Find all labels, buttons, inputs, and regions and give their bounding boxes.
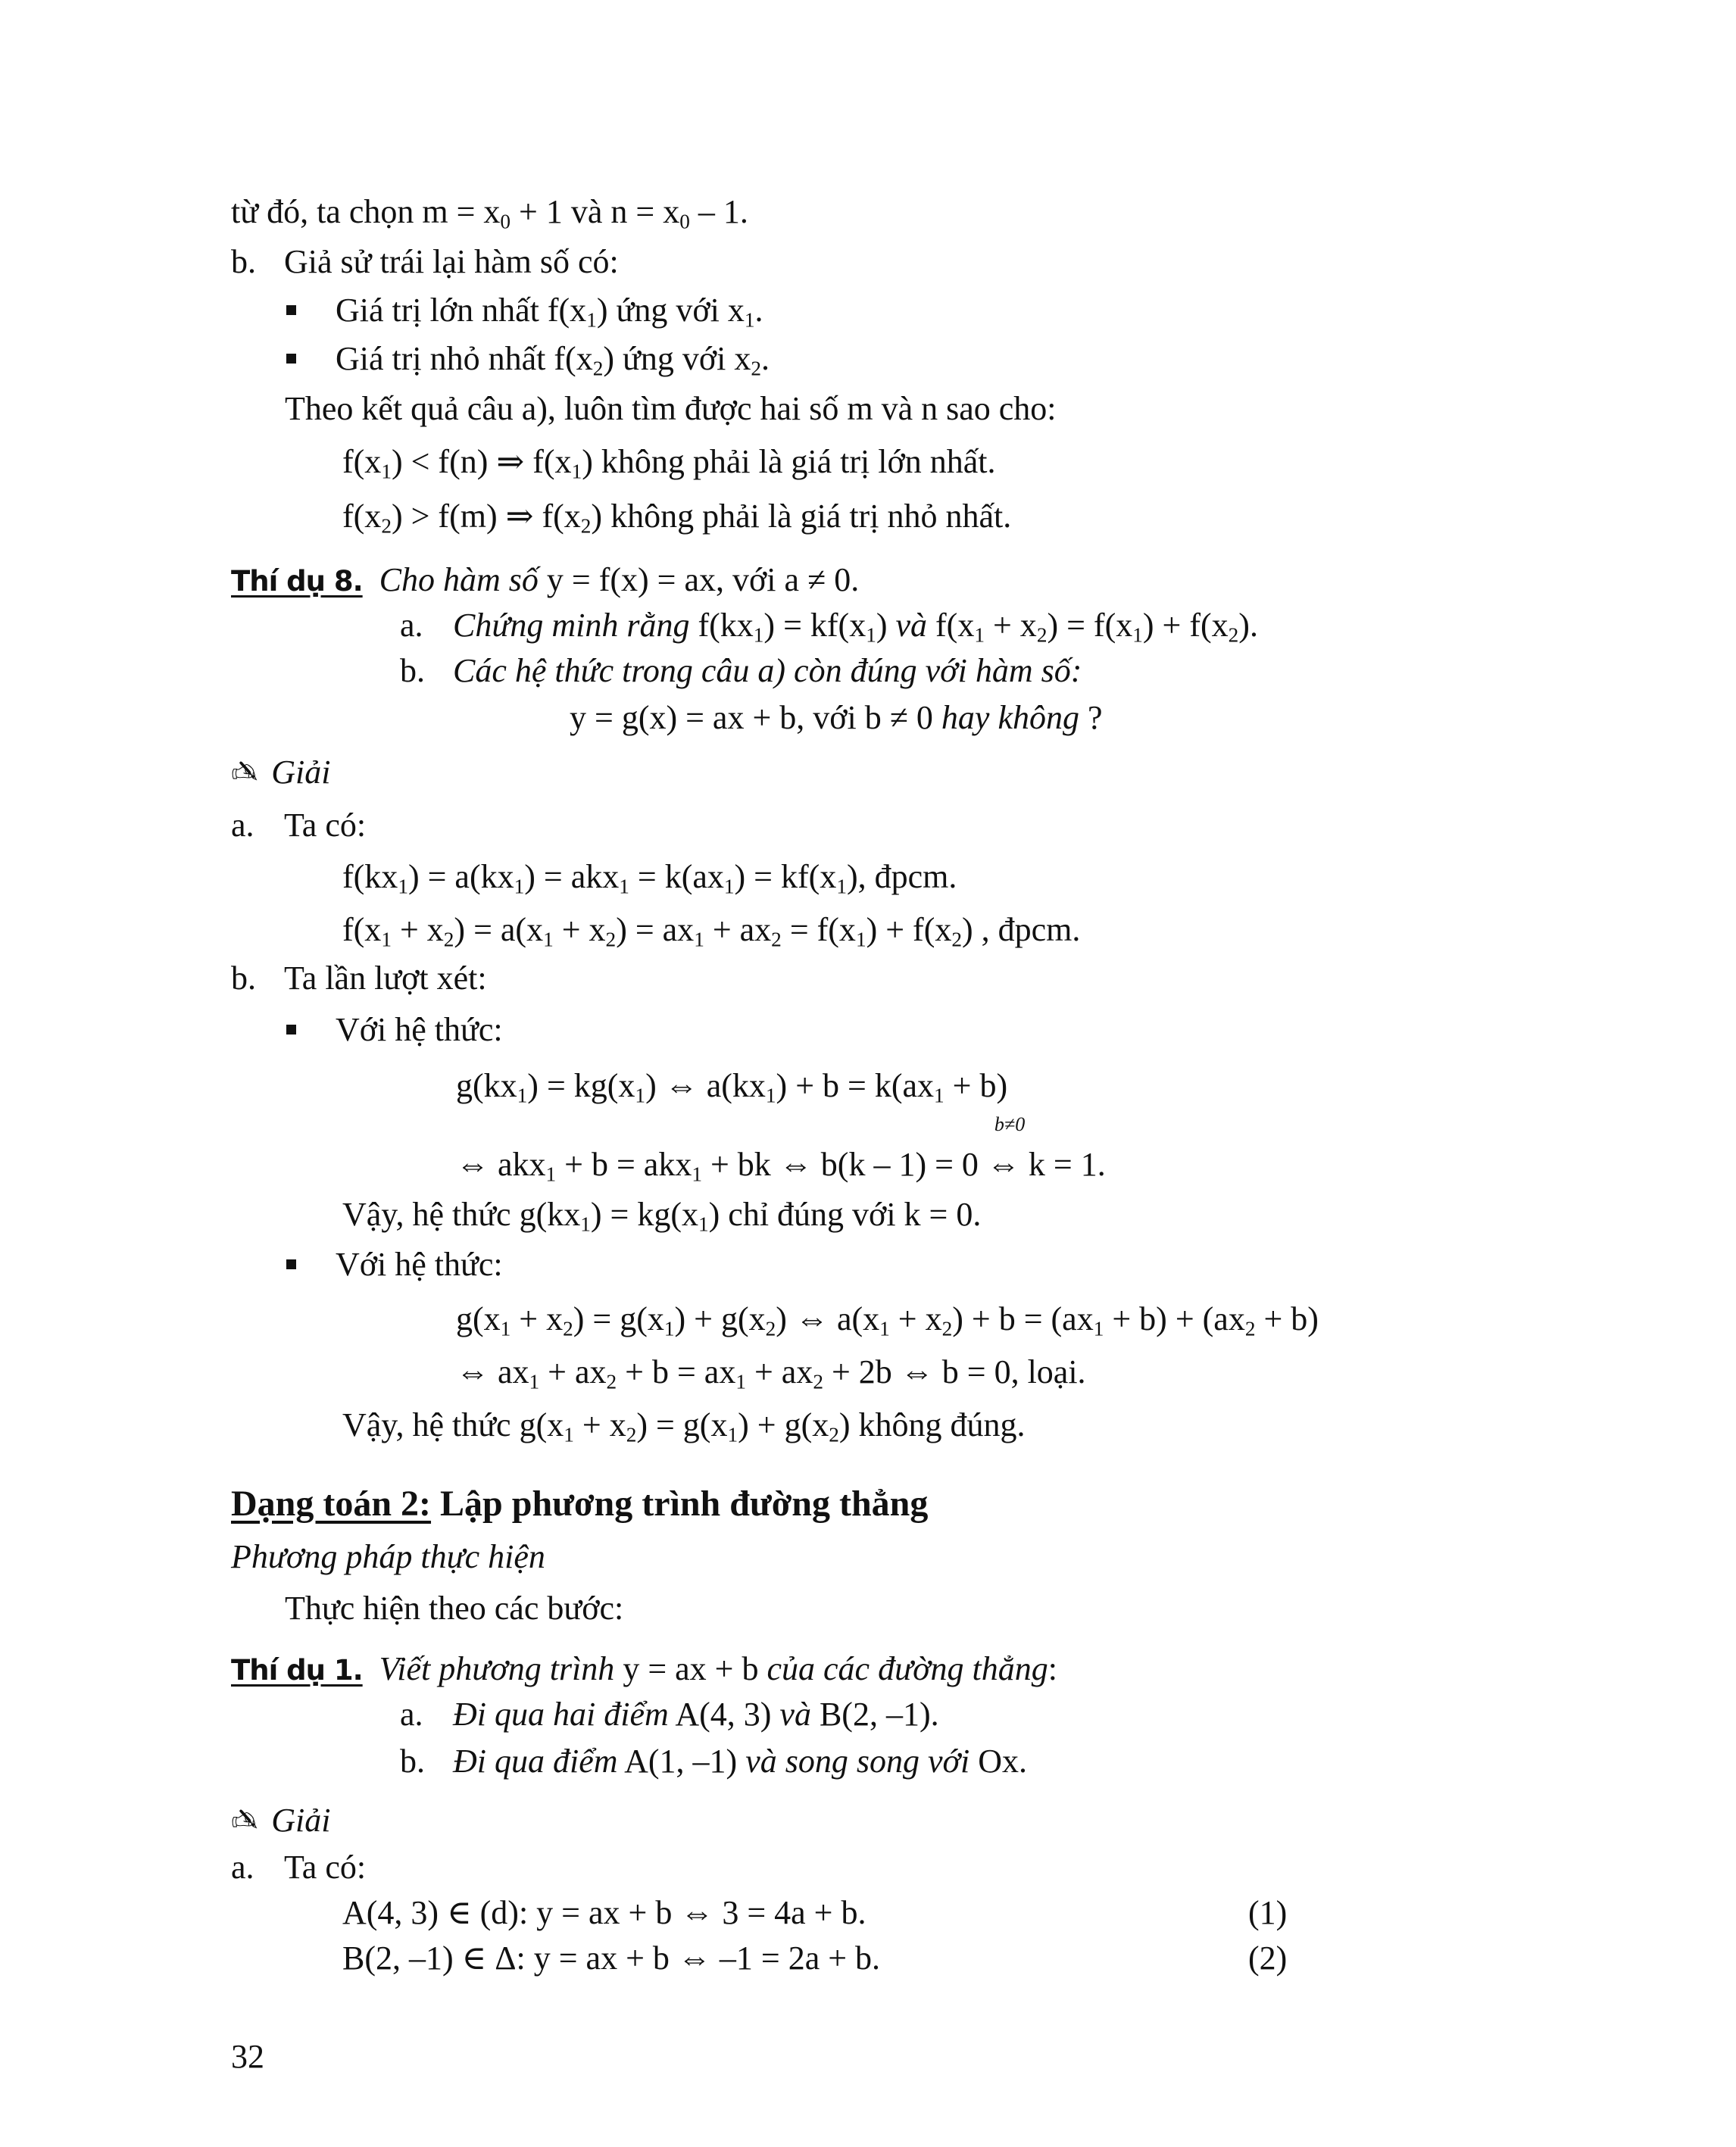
example-8-part-b: b. Các hệ thức trong câu a) còn đúng với hàm số:	[400, 652, 1082, 689]
page-number: 32	[231, 2038, 264, 2075]
text-line: Theo kết quả câu a), luôn tìm được hai số m và n sao cho:	[285, 390, 1057, 427]
math-line: $f(x_2) > f(m)$ ⇒ $f(x_2)$ không phải là giá trị nhỏ nhất.	[342, 498, 1012, 538]
section-heading: Dạng toán 2: Lập phương trình đường thẳng	[231, 1484, 929, 1524]
math-line: $f(x_1 + x_2) = a(x_1 + x_2) = ax_1 + ax_2 = f(x_1) + f(x_2)$ , đpcm.	[342, 911, 1081, 951]
square-bullet-icon	[286, 305, 296, 315]
math-line: $g(x_1 + x_2) = g(x_1) + g(x_2)$ ⇔ $a(x_1 + x_2) + b = (ax_1 + b) + (ax_2 + b)$	[456, 1300, 1319, 1340]
square-bullet-icon	[286, 1025, 296, 1034]
bullet-item: Với hệ thức:	[286, 1007, 503, 1053]
math-line: B(2, –1) ∈ Δ: y = ax + b ⇔ –1 = 2a + b.	[342, 1939, 881, 1977]
solution-part-a: a. Ta có:	[231, 807, 367, 844]
math-line: y = g(x) = ax + b, với b ≠ 0 hay không ?	[570, 699, 1103, 736]
equation-number: (2)	[1248, 1939, 1288, 1977]
text-line: từ đó, ta chọn $m = x_0 + 1$ và $n = x_0 - 1$.	[231, 193, 748, 233]
example-8-heading: Thí dụ 8. Cho hàm số y = f(x) = ax, với a ≠ 0.	[231, 561, 860, 598]
example-1-part-b: b. Đi qua điểm A(1, –1) và song song với Ox.	[400, 1743, 1027, 1780]
item-b: b. Giả sử trái lại hàm số có:	[231, 243, 619, 280]
math-line: ⇔ $ax_1 + ax_2 + b = ax_1 + ax_2 + 2b$ ⇔ b = 0, loại.	[456, 1353, 1086, 1393]
writing-hand-icon: ✍	[231, 1802, 258, 1839]
example-8-part-a: a. Chứng minh rằng $f(kx_1) = kf(x_1)$ và $f(x_1 + x_2) = f(x_1) + f(x_2)$.	[400, 607, 1258, 647]
square-bullet-icon	[286, 354, 296, 364]
solution-part-b: b. Ta lần lượt xét:	[231, 960, 487, 997]
solution-part-a: a. Ta có:	[231, 1849, 367, 1886]
text-line: Thực hiện theo các bước:	[285, 1590, 624, 1627]
square-bullet-icon	[286, 1259, 296, 1269]
solution-heading: ✍ Giải	[231, 1798, 330, 1843]
equation-number: (1)	[1248, 1894, 1288, 1931]
bullet-item: Với hệ thức:	[286, 1242, 503, 1287]
solution-heading: ✍ Giải	[231, 750, 330, 795]
method-subheading: Phương pháp thực hiện	[231, 1538, 545, 1575]
math-line: $g(kx_1) = kg(x_1)$ ⇔ $a(kx_1) + b = k(ax_1 + b)$	[456, 1067, 1008, 1107]
math-line: Vậy, hệ thức $g(kx_1) = kg(x_1)$ chỉ đúng với k = 0.	[342, 1196, 982, 1236]
math-line: A(4, 3) ∈ (d): y = ax + b ⇔ 3 = 4a + b.	[342, 1894, 866, 1931]
math-line: ⇔ akx$_1$ + b = akx$_1$ + bk ⇔ b(k – 1) = 0 b≠0 ⇔ k = 1.	[456, 1113, 1106, 1186]
math-line: Vậy, hệ thức $g(x_1 + x_2) = g(x_1) + g(x_2)$ không đúng.	[342, 1406, 1026, 1446]
bullet-item: Giá trị nhỏ nhất $f(x_2)$ ứng với $x_2$.	[286, 336, 770, 382]
writing-hand-icon: ✍	[231, 754, 258, 791]
example-1-heading: Thí dụ 1. Viết phương trình y = ax + b của các đường thẳng:	[231, 1650, 1058, 1687]
bullet-item: Giá trị lớn nhất $f(x_1)$ ứng với $x_1$.	[286, 288, 763, 333]
math-line: $f(kx_1) = a(kx_1) = akx_1 = k(ax_1) = kf(x_1)$, đpcm.	[342, 858, 957, 898]
math-line: $f(x_1) < f(n)$ ⇒ $f(x_1)$ không phải là giá trị lớn nhất.	[342, 443, 996, 483]
example-1-part-a: a. Đi qua hai điểm A(4, 3) và B(2, –1).	[400, 1696, 939, 1733]
